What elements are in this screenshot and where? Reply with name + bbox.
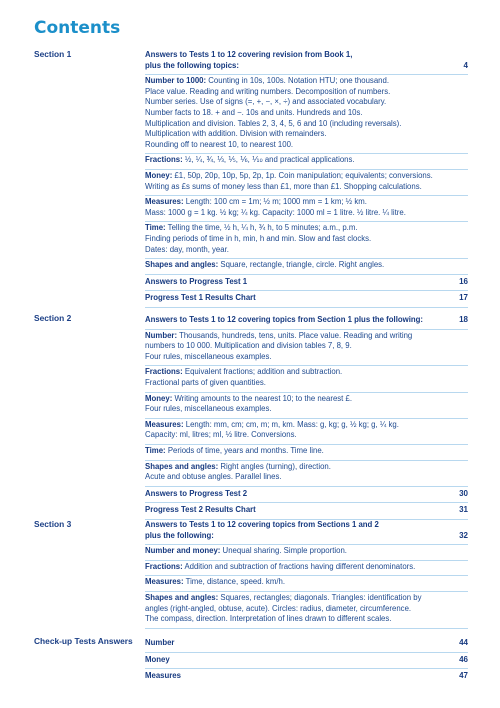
topic-fractions[interactable]: Fractions: Equivalent fractions; addition and subtraction. Fractional parts of given quantities. — [145, 366, 468, 392]
section-3-label: Section 3 — [34, 519, 72, 529]
topic-shapes-and-angles[interactable]: Shapes and angles: Square, rectangle, triangle, circle. Right angles. — [145, 259, 468, 275]
topic-money[interactable]: Money: £1, 50p, 20p, 10p, 5p, 2p, 1p. Coin manipulation; equivalents; conversions. Writing as £s sums of money less than £1, more than £1. Shopping calculations. — [145, 170, 468, 196]
topic-money[interactable]: Money: Writing amounts to the nearest 10; to the nearest £. Four rules, miscellaneous examples. — [145, 393, 468, 419]
progress-test-2-results-chart[interactable]: Progress Test 2 Results Chart 31 — [145, 503, 468, 520]
topic-number[interactable]: Number: Thousands, hundreds, tens, units. Place value. Reading and writing numbers to 10 000. Multiplication and division tables 7, 8, 9. Four rules, miscellaneous examples. — [145, 330, 468, 367]
page-number: 46 — [459, 654, 468, 664]
answers-progress-test-2[interactable]: Answers to Progress Test 2 30 — [145, 487, 468, 504]
page-number: 47 — [459, 671, 468, 681]
checkup-money[interactable]: Money 46 — [145, 653, 468, 670]
page-number: 17 — [459, 293, 468, 303]
section-1-heading[interactable]: Answers to Tests 1 to 12 covering revision from Book 1, plus the following topics: 4 — [145, 49, 468, 75]
page-title: Contents — [34, 18, 121, 38]
checkup-entries — [145, 636, 468, 685]
page-number: 44 — [459, 638, 468, 647]
page-number: 32 — [459, 530, 468, 540]
topic-number-to-1000[interactable]: Number to 1000: Counting in 10s, 100s. Notation HTU; one thousand. Place value. Reading and writing numbers. Decomposition of numbers. Number series. Use of signs (=, +, −, ×, ÷) and associated vocabulary. Number facts to 18. + and −. 10s and units. Hundreds and 10s. Multiplication and division. Tables 2, 3, 4, 5, 6 and 10 (including reversals). Multiplication with addition. Division with remainders. Rounding off to nearest 10, to nearest 100. — [145, 75, 468, 154]
topic-measures[interactable]: Measures: Length: mm, cm; cm, m; m, km. Mass: g, kg; g, ½ kg; g, ¼ kg. Capacity: ml, litres; ml, ½ litre. Conversions. — [145, 419, 468, 445]
page-number: 31 — [459, 505, 468, 515]
checkup-label: Check-up Tests Answers — [34, 636, 133, 646]
section-1-label: Section 1 — [34, 49, 72, 59]
topic-time[interactable]: Time: Periods of time, years and months. Time line. — [145, 445, 468, 461]
page-number: 4 — [463, 60, 468, 70]
page-number: 16 — [459, 276, 468, 286]
topic-fractions[interactable]: Fractions: ½, ¼, ¾, ⅓, ⅕, ⅙, ⅒ and practical applications. — [145, 154, 468, 170]
topic-shapes-and-angles[interactable]: Shapes and angles: Right angles (turning), direction. Acute and obtuse angles. Parallel lines. — [145, 461, 468, 487]
section-2-label: Section 2 — [34, 313, 72, 323]
section-2-heading[interactable]: Answers to Tests 1 to 12 covering topics from Section 1 plus the following: 18 — [145, 313, 468, 330]
progress-test-1-results-chart[interactable]: Progress Test 1 Results Chart 17 — [145, 291, 468, 308]
checkup-measures[interactable]: Measures 47 — [145, 671, 468, 681]
topic-shapes-and-angles[interactable]: Shapes and angles: Squares, rectangles; diagonals. Triangles: identification by angles (right-angled, obtuse, acute). Circles: radius, diameter, circumference. The compass, direction. Interpretation of lines drawn to different scales. — [145, 592, 468, 629]
checkup-number[interactable]: Number 44 — [145, 636, 468, 653]
page-number: 18 — [459, 315, 468, 324]
section-3-entries — [145, 519, 468, 629]
section-3-heading[interactable]: Answers to Tests 1 to 12 covering topics from Sections 1 and 2 plus the following: 32 — [145, 519, 468, 545]
answers-progress-test-1[interactable]: Answers to Progress Test 1 16 — [145, 275, 468, 292]
topic-fractions[interactable]: Fractions: Addition and subtraction of fractions having different denominators. — [145, 561, 468, 577]
topic-time[interactable]: Time: Telling the time, ½ h, ¼ h, ¾ h, to 5 minutes; a.m., p.m. Finding periods of time in h, min, h and min. Slow and fast clocks. Dates: day, month, year. — [145, 222, 468, 259]
topic-measures[interactable]: Measures: Time, distance, speed. km/h. — [145, 576, 468, 592]
section-1-entries — [145, 49, 468, 308]
page-number: 30 — [459, 488, 468, 498]
topic-measures[interactable]: Measures: Length: 100 cm = 1m; ½ m; 1000 mm = 1 km; ½ km. Mass: 1000 g = 1 kg. ½ kg; ¼ kg. Capacity: 1000 ml = 1 litre. ½ litre. ¼ litre. — [145, 196, 468, 222]
topic-number-and-money[interactable]: Number and money: Unequal sharing. Simple proportion. — [145, 545, 468, 561]
section-2-entries — [145, 313, 468, 520]
